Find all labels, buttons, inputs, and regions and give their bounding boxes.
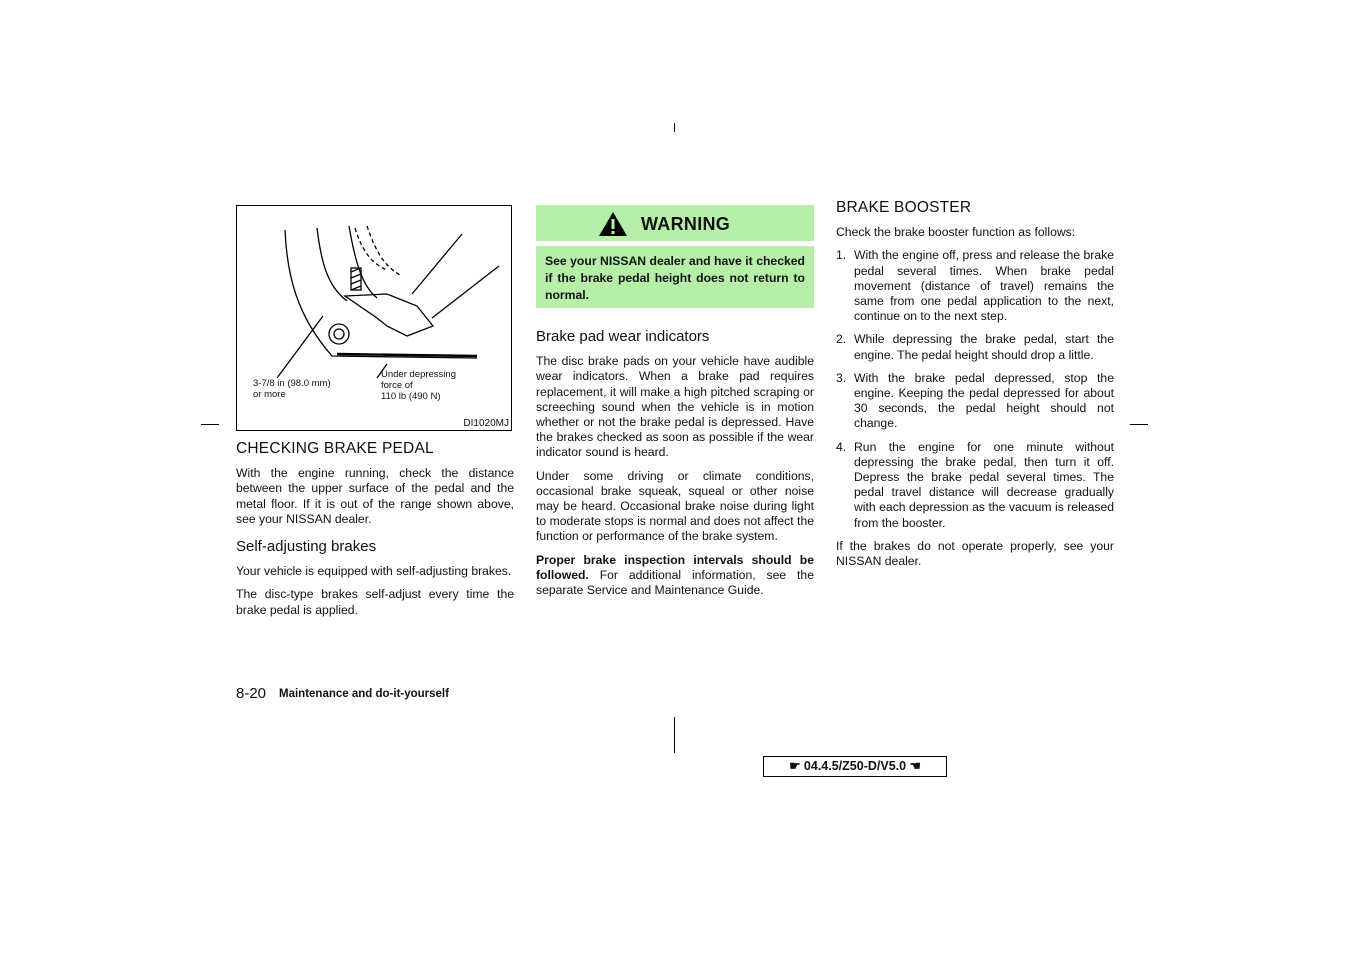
heading-self-adjusting: Self-adjusting brakes	[236, 538, 377, 556]
step-number: 3.	[836, 370, 847, 385]
list-item	[836, 332, 1114, 362]
section-title: Maintenance and do-it-yourself	[279, 688, 449, 700]
step-text: Run the engine for one minute without depressing the brake pedal, then turn it off. Depress the brake pedal several times. The pedal travel distance will decrease gradually with each depression as the vacuum is released from the booster.	[854, 439, 1114, 530]
document-code-box	[763, 756, 947, 777]
label-distance-line2: or more	[253, 389, 286, 400]
heading-brake-booster: BRAKE BOOSTER	[836, 199, 972, 216]
brake-pedal-figure	[236, 205, 512, 431]
label-distance-line1: 3-7/8 in (98.0 mm)	[253, 378, 331, 389]
list-item	[836, 371, 1114, 432]
booster-steps	[836, 248, 1114, 530]
heading-checking-brake-pedal: CHECKING BRAKE PEDAL	[236, 440, 434, 457]
page-number: 8-20	[236, 685, 267, 702]
step-text: With the brake pedal depressed, stop the engine. Keeping the pedal depressed for about 30 seconds, the pedal height should not change.	[854, 370, 1114, 431]
warning-header	[536, 205, 814, 241]
paragraph: If the brakes do not operate properly, see your NISSAN dealer.	[836, 538, 1114, 569]
left-column	[236, 441, 514, 626]
document-code: 04.4.5/Z50-D/V5.0	[803, 759, 907, 773]
label-force	[381, 369, 456, 402]
plain-text: For additional information, see the separate Service and Maintenance Guide.	[536, 567, 814, 598]
step-number: 4.	[836, 439, 847, 454]
crop-mark-top	[674, 123, 675, 132]
middle-column	[536, 329, 814, 606]
right-column	[836, 200, 1114, 577]
crop-mark-bottom	[674, 717, 675, 753]
paragraph: Under some driving or climate conditions, occasional brake squeak, squeal or other noise may be heard. Occasional brake noise during light to moderate stops is normal and does not affect the function or performance of the brake system.	[536, 468, 814, 544]
pointing-hand-right-icon: ☛	[789, 759, 801, 773]
figure-code: DI1020MJ	[463, 418, 509, 429]
list-item	[836, 248, 1114, 324]
list-item	[836, 440, 1114, 531]
label-force-line3: 110 lb (490 N)	[381, 391, 441, 402]
step-text: While depressing the brake pedal, start the engine. The pedal height should drop a little.	[854, 332, 1114, 362]
pointing-hand-left-icon: ☚	[909, 759, 921, 773]
crop-mark-right	[1130, 424, 1148, 425]
label-force-line2: force of	[381, 380, 413, 391]
label-force-line1: Under depressing	[381, 369, 456, 380]
label-distance	[253, 378, 331, 400]
warning-title: WARNING	[641, 214, 731, 234]
paragraph: The disc-type brakes self-adjust every time the brake pedal is applied.	[236, 587, 514, 617]
paragraph: With the engine running, check the distance between the upper surface of the pedal and the metal floor. If it is out of the range shown above, see your NISSAN dealer.	[236, 466, 514, 526]
crop-mark-left	[201, 424, 219, 425]
step-number: 2.	[836, 332, 847, 347]
warning-triangle-icon	[598, 211, 628, 237]
paragraph: The disc brake pads on your vehicle have audible wear indicators. When a brake pad requires replacement, it will make a high pitched scraping or screeching sound when the vehicle is in motion whether or not the brake pedal is depressed. Have the brakes checked as soon as possible if the wear indicator sound is heard.	[536, 354, 814, 460]
heading-brake-pad-wear: Brake pad wear indicators	[536, 328, 710, 345]
step-number: 1.	[836, 248, 847, 263]
paragraph: Your vehicle is equipped with self-adjusting brakes.	[236, 564, 512, 579]
warning-text: See your NISSAN dealer and have it checked if the brake pedal height does not return to normal.	[536, 246, 814, 308]
paragraph	[536, 553, 814, 599]
bold-text: Proper brake inspection intervals should be followed.	[536, 552, 814, 582]
step-text: With the engine off, press and release the brake pedal several times. When brake pedal movement (distance of travel) remains the same from one pedal application to the next, continue on to the next step.	[854, 248, 1114, 324]
paragraph: Check the brake booster function as follows:	[836, 225, 1076, 240]
